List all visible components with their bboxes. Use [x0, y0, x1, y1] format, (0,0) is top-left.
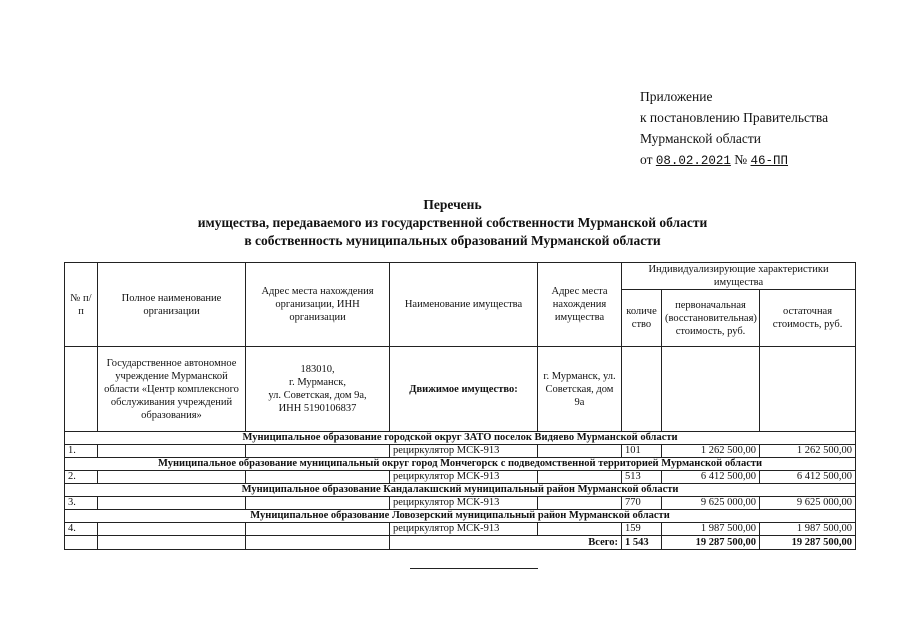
org-row-quantity [622, 347, 662, 432]
total-label: Всего: [390, 536, 622, 550]
row-quantity: 770 [622, 497, 662, 510]
header-property-address: Адрес места нахождения имущества [538, 263, 622, 347]
header-org-address: Адрес места нахождения организации, ИНН организации [246, 263, 390, 347]
group-title: Муниципальное образование городской округ ЗАТО поселок Видяево Мурманской области [65, 432, 856, 445]
row-item: рециркулятор МСК-913 [390, 471, 538, 484]
footer-divider [410, 568, 538, 569]
org-address-line-2: г. Мурманск, [288, 377, 347, 388]
property-table [64, 262, 856, 550]
header-property-name: Наименование имущества [390, 263, 538, 347]
title-line-2: имущества, передаваемого из государственной собственности Мурманской области [197, 215, 708, 230]
row-initial-cost: 6 412 500,00 [662, 471, 760, 484]
table-row [65, 445, 856, 458]
org-address-line-1: 183010, [300, 364, 335, 375]
title-line-1: Перечень [423, 197, 482, 212]
org-row-initial-cost [662, 347, 760, 432]
org-row-num [65, 347, 98, 432]
row-item: рециркулятор МСК-913 [390, 523, 538, 536]
appendix-line-3: Мурманской области [640, 131, 761, 146]
org-name-cell: Государственное автономное учреждение Мурманской области «Центр комплексного обслуживания учреждений образования» [98, 347, 246, 432]
property-name-cell: Движимое имущество: [390, 347, 538, 432]
table-row [65, 497, 856, 510]
decree-date: 08.02.2021 [655, 154, 731, 168]
row-residual-cost: 6 412 500,00 [760, 471, 856, 484]
decree-number: 46-ПП [750, 154, 789, 168]
header-org-name: Полное наименование организации [98, 263, 246, 347]
property-address-cell: г. Мурманск, ул. Советская, дом 9а [538, 347, 622, 432]
row-quantity: 101 [622, 445, 662, 458]
title-line-3: в собственность муниципальных образований Мурманской области [244, 233, 661, 248]
header-characteristics: Индивидуализирующие характеристики имущества [622, 263, 856, 290]
row-residual-cost: 1 987 500,00 [760, 523, 856, 536]
org-row-residual-cost [760, 347, 856, 432]
row-item: рециркулятор МСК-913 [390, 497, 538, 510]
number-label: № [734, 152, 748, 167]
from-label: от [640, 152, 653, 167]
row-initial-cost: 1 262 500,00 [662, 445, 760, 458]
group-title: Муниципальное образование муниципальный округ город Мончегорск с подведомственной территорией Мурманской области [65, 458, 856, 471]
total-initial-cost: 19 287 500,00 [662, 536, 760, 550]
appendix-block [640, 86, 828, 172]
row-num: 4. [65, 523, 98, 536]
row-quantity: 513 [622, 471, 662, 484]
row-num: 3. [65, 497, 98, 510]
header-residual-cost: остаточная стоимость, руб. [760, 290, 856, 347]
table-row [65, 523, 856, 536]
group-title: Муниципальное образование Кандалакшский муниципальный район Мурманской области [65, 484, 856, 497]
appendix-line-1: Приложение [640, 89, 713, 104]
row-num: 1. [65, 445, 98, 458]
appendix-line-4 [640, 149, 828, 172]
row-initial-cost: 1 987 500,00 [662, 523, 760, 536]
header-initial-cost: первоначальная (восстановительная) стоимость, руб. [662, 290, 760, 347]
row-initial-cost: 9 625 000,00 [662, 497, 760, 510]
row-residual-cost: 9 625 000,00 [760, 497, 856, 510]
org-address-cell [246, 347, 390, 432]
row-item: рециркулятор МСК-913 [390, 445, 538, 458]
document-title [100, 196, 805, 250]
row-residual-cost: 1 262 500,00 [760, 445, 856, 458]
total-row [65, 536, 856, 550]
table-row [65, 471, 856, 484]
row-num: 2. [65, 471, 98, 484]
header-num: № п/п [65, 263, 98, 347]
org-address-line-4: ИНН 5190106837 [278, 403, 357, 414]
organization-row [65, 347, 856, 432]
org-address-line-3: ул. Советская, дом 9а, [268, 390, 367, 401]
total-residual-cost: 19 287 500,00 [760, 536, 856, 550]
appendix-line-2: к постановлению Правительства [640, 110, 829, 125]
row-quantity: 159 [622, 523, 662, 536]
group-title: Муниципальное образование Ловозерский муниципальный район Мурманской области [65, 510, 856, 523]
total-quantity: 1 543 [622, 536, 662, 550]
header-quantity: количество [622, 290, 662, 347]
